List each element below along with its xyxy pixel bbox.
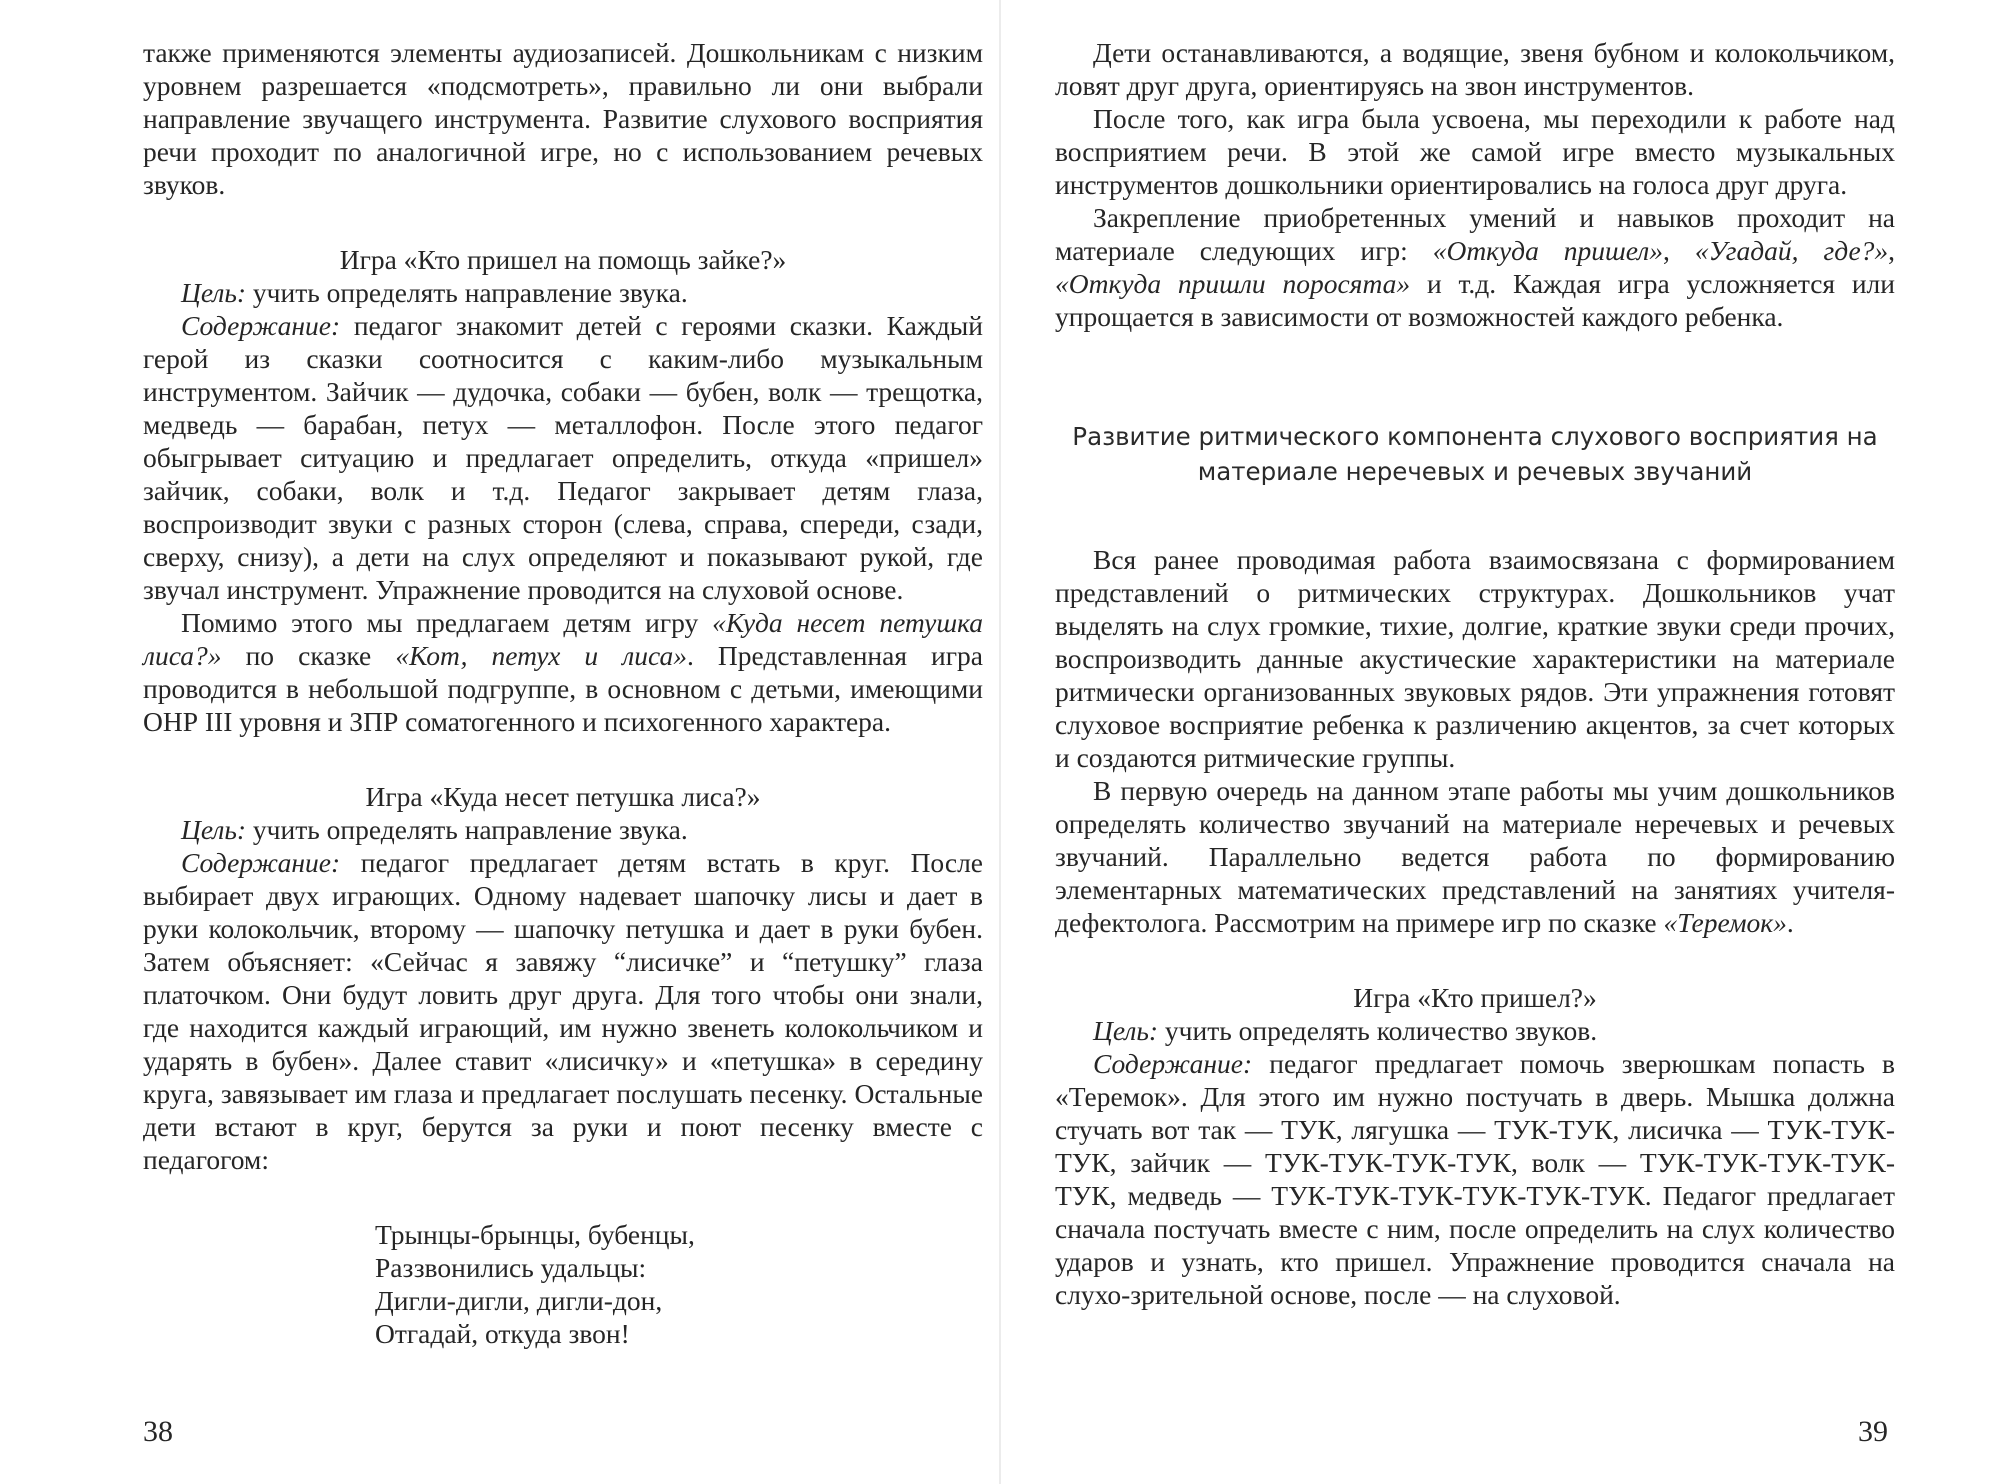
right-page xyxy=(1055,36,1895,1311)
extra-tale-name: «Кот, петух и лиса» xyxy=(395,640,687,671)
goal-label: Цель: xyxy=(181,277,247,308)
book-gutter xyxy=(999,0,1001,1484)
extra-mid: по сказке xyxy=(245,640,372,671)
game-title: Игра «Куда несет петушка лиса?» xyxy=(365,781,761,812)
content-label: Содержание: xyxy=(1093,1048,1253,1079)
extra-end: . Представленная игра проводится в небольшой подгруппе, в основном с детьми, имеющими ОНР III уровня и ЗПР соматогенного и психогенного характера. xyxy=(143,640,984,737)
continuation-paragraph: также применяются элементы аудиозаписей. Дошкольникам с низким уровнем разрешается «подсмотреть», правильно ли они выбрали направление звучащего инструмента. Развитие слухового восприятия речи проходит по аналогичной игре, но с использованием речевых звуков. xyxy=(143,37,983,200)
game-name: «Угадай, где?» xyxy=(1694,235,1889,266)
game-content xyxy=(1055,1047,1895,1311)
game-content xyxy=(143,846,983,1176)
content-text: педагог предлагает помочь зверюшкам попасть в «Теремок». Для этого им нужно постучать в дверь. Мышка должна стучать вот так — ТУК, лягушка — ТУК-ТУК, лисичка — ТУК-ТУК-ТУК, зайчик — ТУК-ТУК-ТУК-ТУК, волк — ТУК-ТУК-ТУК-ТУК-ТУК, медведь — ТУК-ТУК-ТУК-ТУК-ТУК-ТУК. Педагог предлагает сначала постучать вместе с ним, после определить на слух количество ударов и узнать, кто пришел. Упражнение проводится сначала на слухо-зрительной основе, после — на слуховой. xyxy=(1055,1048,1896,1310)
content-text: педагог предлагает детям встать в круг. После выбирает двух играющих. Одному надевает шапочку лисы и дает в руки колокольчик, второму — шапочку петушка и дает в руки бубен. Затем объясняет: «Сейчас я завяжу “лисичке” и “петушку” глаза платочком. Они будут ловить друг друга. Для того чтобы они знали, где находится каждый играющий, им нужно звенеть колокольчиком и ударять в бубен». Далее ставит «лисичку» и «петушка» в середину круга, завязывает им глаза и предлагает послушать песенку. Остальные дети встают в круг, берутся за руки и поют песенку вместе с педагогом: xyxy=(143,847,983,1175)
section-paragraph: Вся ранее проводимая работа взаимосвязана с формированием представлений о ритмических структурах. Дошкольников учат выделять на слух громкие, тихие, долгие, краткие звуки среди прочих, воспроизводить данные акустические характеристики на материале ритмически организованных звуковых рядов. Эти упражнения готовят слуховое восприятие ребенка к различению акцентов, за счет которых и создаются ритмические группы. xyxy=(1055,544,1895,773)
consolidation-start: Закрепление приобретенных умений и навыков проходит на материале следующих игр: xyxy=(1055,202,1895,266)
section-para-start: В первую очередь на данном этапе работы мы учим дошкольников определять количество звучаний на материале неречевых и речевых звучаний. Параллельно ведется работа по формированию элементарных математических представлений на занятиях учителя-дефектолога. Рассмотрим на примере игр по сказке xyxy=(1055,775,1895,938)
continuation-paragraph: Дети останавливаются, а водящие, звеня бубном и колокольчиком, ловят друг друга, ориентируясь на звон инструментов. xyxy=(1055,37,1895,101)
extra-game-name: «Куда несет петушка лиса?» xyxy=(143,607,984,671)
game-content xyxy=(143,309,983,606)
game-goal xyxy=(143,813,983,846)
game-goal xyxy=(1055,1014,1895,1047)
goal-text: учить определять количество звуков. xyxy=(1164,1015,1598,1046)
section-paragraph xyxy=(1055,774,1895,939)
verse-line: Раззвонились удальцы: xyxy=(375,1252,647,1283)
section-para-end: . xyxy=(1786,907,1794,938)
verse-line: Трынцы-брынцы, бубенцы, xyxy=(375,1219,695,1250)
goal-label: Цель: xyxy=(1093,1015,1159,1046)
content-label: Содержание: xyxy=(181,847,341,878)
section-title: Развитие ритмического компонента слухового восприятия на материале неречевых и речевых звучаний xyxy=(1072,422,1878,486)
content-text: педагог знакомит детей с героями сказки. Каждый герой из сказки соотносится с каким-либо музыкальным инструментом. Зайчик — дудочка, собаки — бубен, волк — трещотка, медведь — барабан, петух — металлофон. После этого педагог обыгрывает ситуацию и предлагает определить, откуда «пришел» зайчик, собаки, волк и т.д. Педагог закрывает детям глаза, воспроизводит звуки с разных сторон (слева, справа, спереди, сзади, сверху, снизу), а дети на слух определяют и показывают рукой, где звучал инструмент. Упражнение проводится на слуховой основе. xyxy=(143,310,983,605)
consolidation-end: и т.д. Каждая игра усложняется или упрощается в зависимости от возможностей каждого ребенка. xyxy=(1055,268,1896,332)
page-number-right: 39 xyxy=(1858,1415,1888,1448)
goal-text: учить определять направление звука. xyxy=(252,814,688,845)
extra-start: Помимо этого мы предлагаем детям игру xyxy=(181,607,699,638)
goal-label: Цель: xyxy=(181,814,247,845)
game-title: Игра «Кто пришел?» xyxy=(1353,982,1597,1013)
extra-game-paragraph xyxy=(143,606,983,738)
goal-text: учить определять направление звука. xyxy=(252,277,688,308)
verse-line: Отгадай, откуда звон! xyxy=(375,1318,630,1349)
after-game-paragraph: После того, как игра была усвоена, мы переходили к работе над восприятием речи. В этой же самой игре вместо музыкальных инструментов дошкольники ориентировались на голоса друг друга. xyxy=(1055,103,1895,200)
left-page xyxy=(143,36,983,1350)
page-number-left: 38 xyxy=(143,1415,173,1448)
game-name: «Откуда пришли поросята» xyxy=(1055,268,1411,299)
tale-name: «Теремок» xyxy=(1663,907,1787,938)
game-goal xyxy=(143,276,983,309)
verse-line: Дигли-дигли, дигли-дон, xyxy=(375,1285,663,1316)
content-label: Содержание: xyxy=(181,310,341,341)
game-name: «Откуда пришел» xyxy=(1432,235,1664,266)
game-title: Игра «Кто пришел на помощь зайке?» xyxy=(339,244,787,275)
consolidation-paragraph: Закрепление приобретенных умений и навыков проходит на материале следующих игр: «Откуда пришел», «Угадай, где?», «Откуда пришли поросята» и т.д. Каждая игра усложняется или упрощается в зависимости от возможностей каждого ребенка. xyxy=(1055,202,1896,332)
song-verse xyxy=(375,1218,983,1350)
